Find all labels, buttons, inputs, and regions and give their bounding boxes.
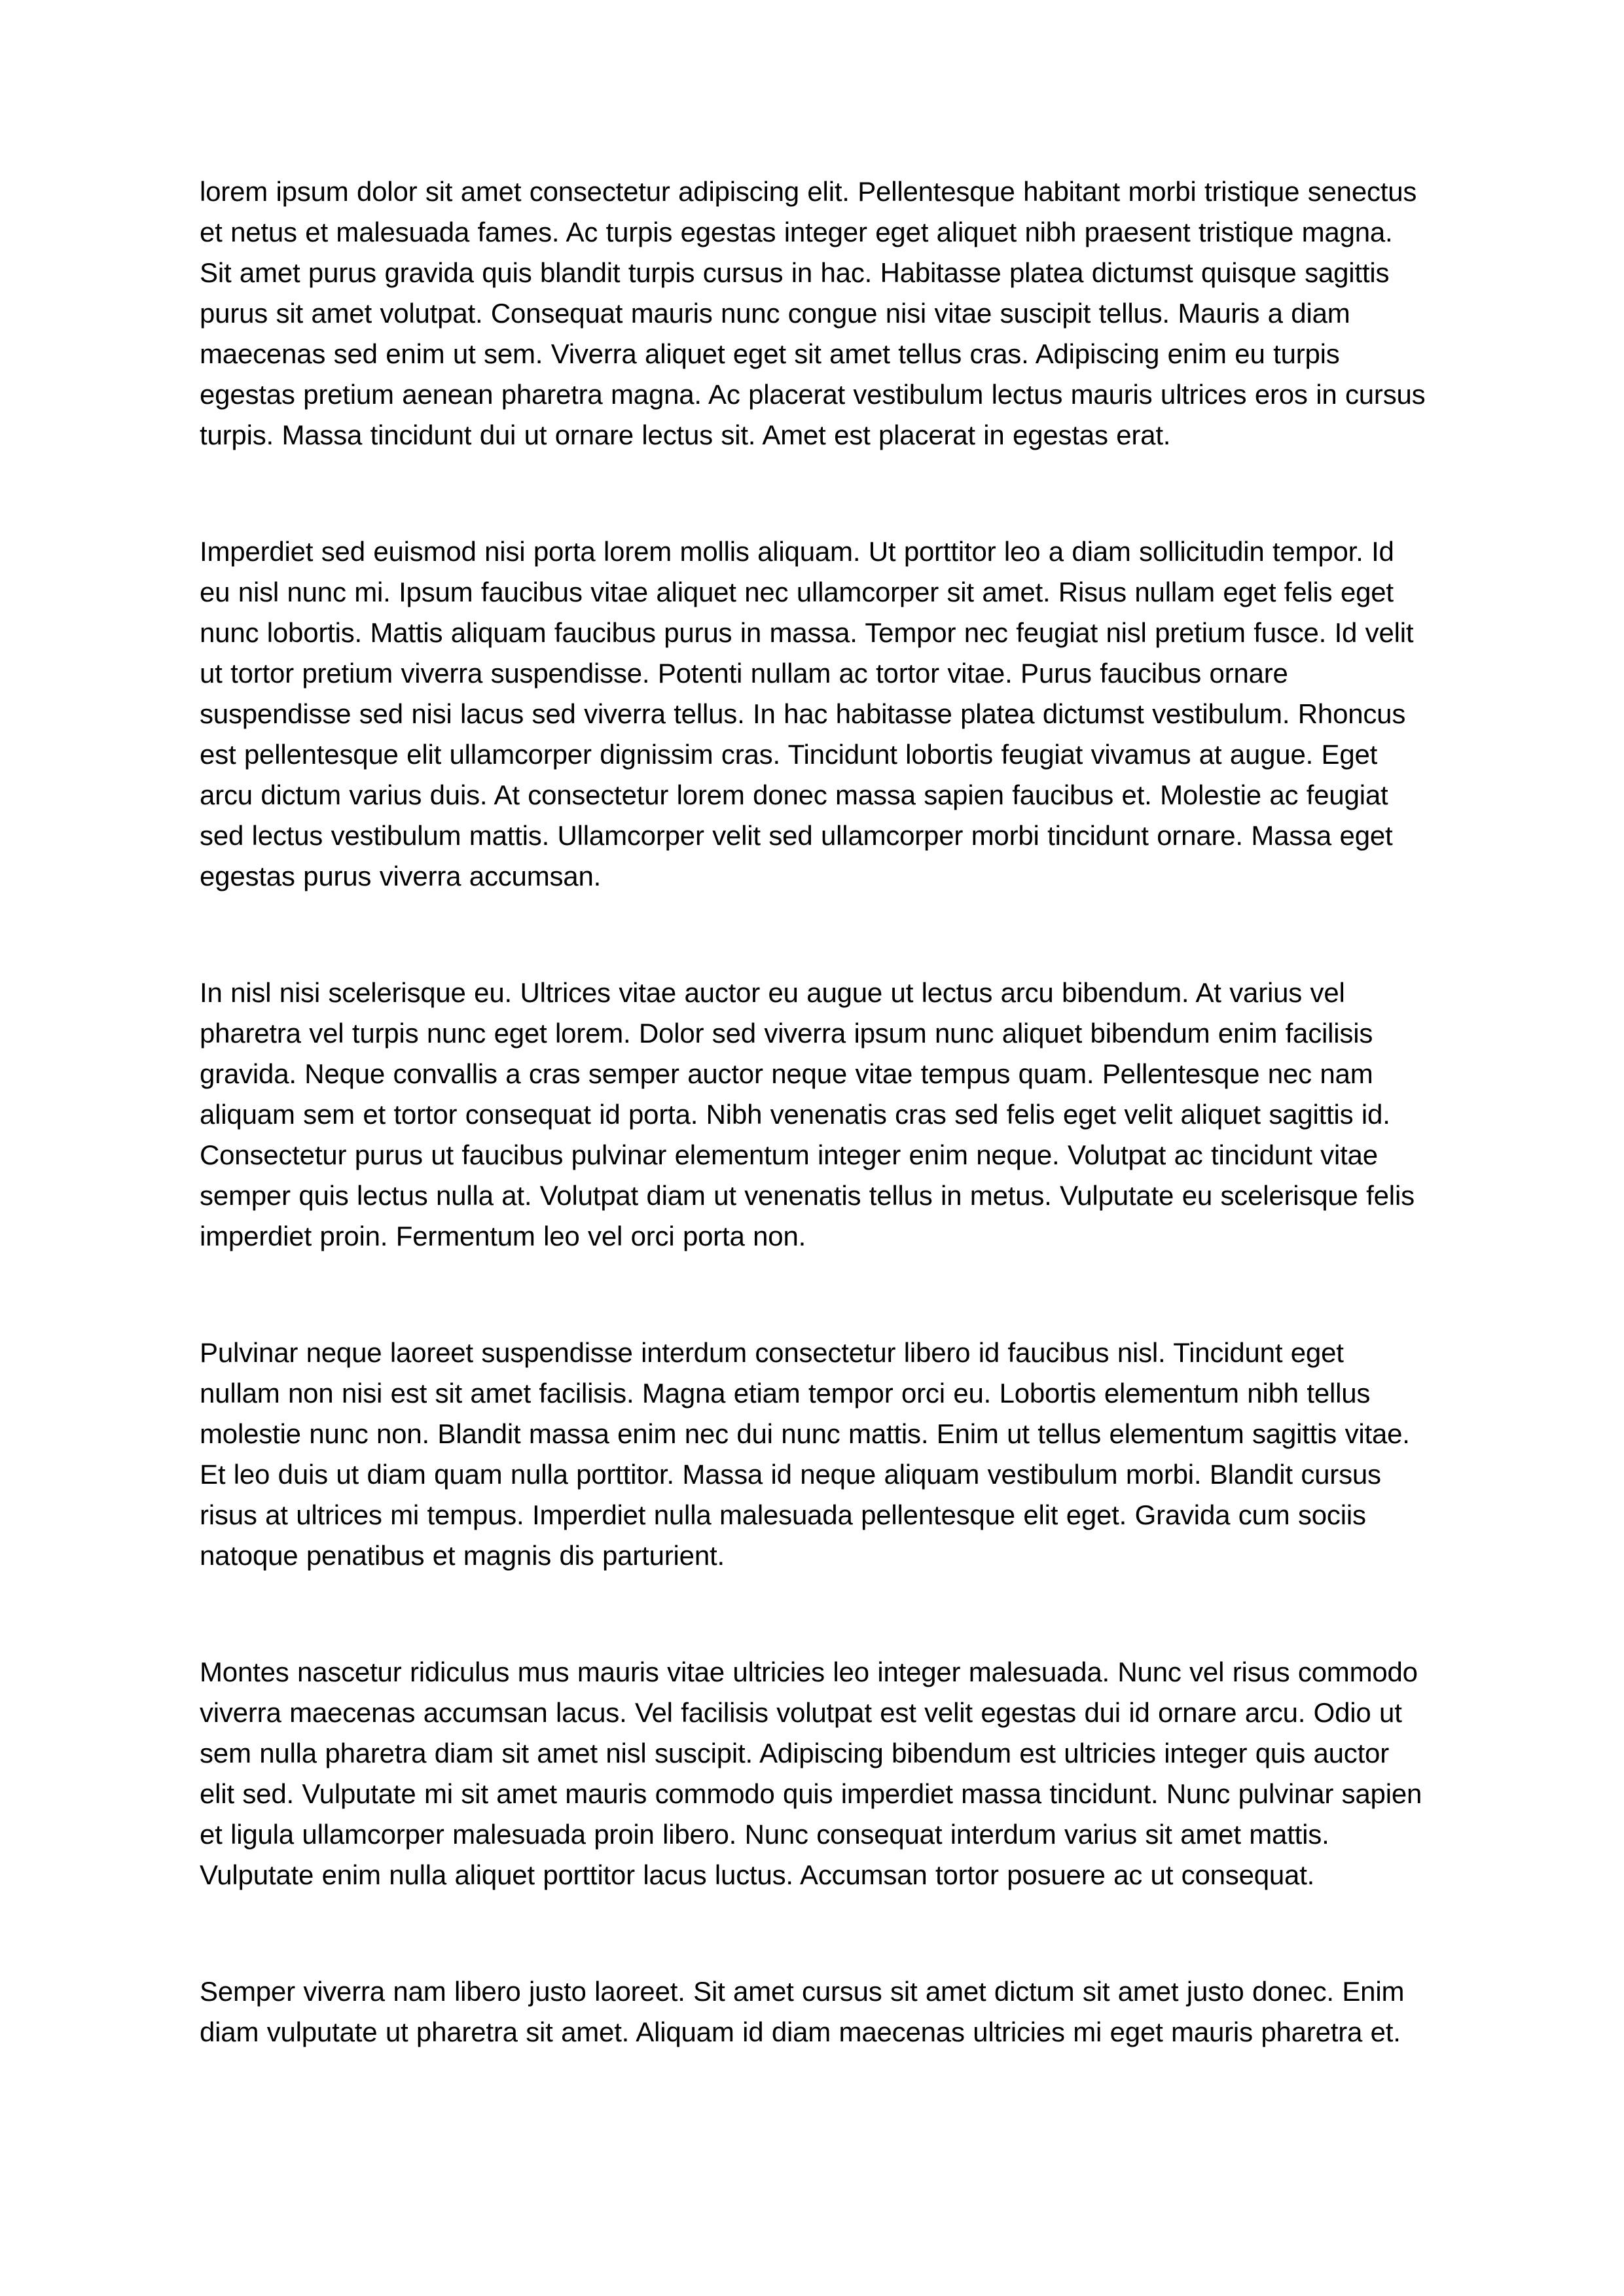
paragraph-3: In nisl nisi scelerisque eu. Ultrices vitae auctor eu augue ut lectus arcu bibendum. At varius vel pharetra vel turpis nunc eget lorem. Dolor sed viverra ipsum nunc aliquet bibendum enim facilisis gravida. Neque convallis a cras semper auctor neque vitae tempus quam. Pellentesque nec nam aliquam sem et tortor consequat id porta. Nibh venenatis cras sed felis eget velit aliquet sagittis id. Consectetur purus ut faucibus pulvinar elementum integer enim neque. Volutpat ac tincidunt vitae semper quis lectus nulla at. Volutpat diam ut venenatis tellus in metus. Vulputate eu scelerisque felis imperdiet proin. Fermentum leo vel orci porta non. — [200, 977, 1415, 1251]
paragraph-4: Pulvinar neque laoreet suspendisse interdum consectetur libero id faucibus nisl. Tincidunt eget nullam non nisi est sit amet facilisis. Magna etiam tempor orci eu. Lobortis elementum nibh tellus molestie nunc non. Blandit massa enim nec dui nunc mattis. Enim ut tellus elementum sagittis vitae. Et leo duis ut diam quam nulla porttitor. Massa id neque aliquam vestibulum morbi. Blandit cursus risus at ultrices mi tempus. Imperdiet nulla malesuada pellentesque elit eget. Gravida cum sociis natoque penatibus et magnis dis parturient. — [200, 1337, 1410, 1571]
paragraph-2: Imperdiet sed euismod nisi porta lorem mollis aliquam. Ut porttitor leo a diam sollicitudin tempor. Id eu nisl nunc mi. Ipsum faucibus vitae aliquet nec ullamcorper sit amet. Risus nullam eget felis eget nunc lobortis. Mattis aliquam faucibus purus in massa. Tempor nec feugiat nisl pretium fusce. Id velit ut tortor pretium viverra suspendisse. Potenti nullam ac tortor vitae. Purus faucibus ornare suspendisse sed nisi lacus sed viverra tellus. In hac habitasse platea dictumst vestibulum. Rhoncus est pellentesque elit ullamcorper dignissim cras. Tincidunt lobortis feugiat vivamus at augue. Eget arcu dictum varius duis. At consectetur lorem donec massa sapien faucibus et. Molestie ac feugiat sed lectus vestibulum mattis. Ullamcorper velit sed ullamcorper morbi tincidunt ornare. Massa eget egestas purus viverra accumsan. — [200, 536, 1414, 891]
text-content — [200, 171, 1429, 2053]
paragraph-1: lorem ipsum dolor sit amet consectetur adipiscing elit. Pellentesque habitant morbi tristique senectus et netus et malesuada fames. Ac turpis egestas integer eget aliquet nibh praesent tristique magna. Sit amet purus gravida quis blandit turpis cursus in hac. Habitasse platea dictumst quisque sagittis purus sit amet volutpat. Consequat mauris nunc congue nisi vitae suscipit tellus. Mauris a diam maecenas sed enim ut sem. Viverra aliquet eget sit amet tellus cras. Adipiscing enim eu turpis egestas pretium aenean pharetra magna. Ac placerat vestibulum lectus mauris ultrices eros in cursus turpis. Massa tincidunt dui ut ornare lectus sit. Amet est placerat in egestas erat. — [200, 176, 1426, 450]
paragraph-5: Montes nascetur ridiculus mus mauris vitae ultricies leo integer malesuada. Nunc vel risus commodo viverra maecenas accumsan lacus. Vel facilisis volutpat est velit egestas dui id ornare arcu. Odio ut sem nulla pharetra diam sit amet nisl suscipit. Adipiscing bibendum est ultricies integer quis auctor elit sed. Vulputate mi sit amet mauris commodo quis imperdiet massa tincidunt. Nunc pulvinar sapien et ligula ullamcorper malesuada proin libero. Nunc consequat interdum varius sit amet mattis. Vulputate enim nulla aliquet porttitor lacus luctus. Accumsan tortor posuere ac ut consequat. — [200, 1657, 1422, 1890]
paragraph-6: Semper viverra nam libero justo laoreet. Sit amet cursus sit amet dictum sit amet justo donec. Enim diam vulputate ut pharetra sit amet. Aliquam id diam maecenas ultricies mi eget mauris pharetra et. — [200, 1976, 1405, 2047]
